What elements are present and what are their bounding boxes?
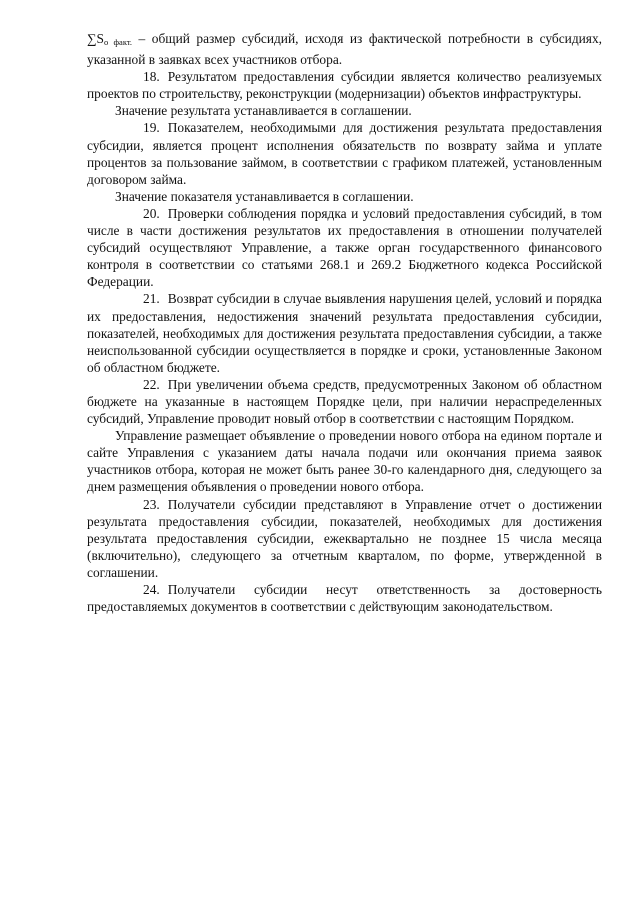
paragraph-text: Проверки соблюдения порядка и условий предоставления субсидий, в том числе в части достижения результатов их предоставления в отношении получателей субсидий осуществляют Управление, а также орган государственного финансового контроля в соответствии со статьями 268.1 и 269.2 Бюджетного кодекса Российской Федерации. — [87, 205, 602, 290]
paragraph-number: 22. — [143, 376, 160, 392]
sum-subscript: о факт. — [104, 37, 133, 47]
paragraph-number: 23. — [143, 496, 160, 512]
formula-definition-text: – общий размер субсидий, исходя из фактической потребности в субсидиях, указанной в заявках всех участников отбора. — [87, 31, 603, 68]
paragraph-text: Получатели субсидии несут ответственность за достоверность предоставляемых документов в соответствии с действующим законодательством. — [87, 582, 602, 615]
paragraph-text: Значение результата устанавливается в соглашении. — [115, 103, 412, 119]
paragraph-number: 24. — [143, 582, 160, 597]
paragraph-24 — [87, 581, 602, 615]
paragraph-text: При увеличении объема средств, предусмотренных Законом об областном бюджете на указанные в настоящем Порядке цели, при наличии нераспределенных субсидий, Управление проводит новый отбор в соответствии с настоящим Порядком. — [87, 376, 602, 427]
paragraph-text: Возврат субсидии в случае выявления нарушения целей, условий и порядка их предоставления, недостижения значений результата предоставления субсидии, показателей, необходимых для достижения результата предоставления субсидии, а также неиспользованной субсидии осуществляется в порядке и сроки, установленные Законом об областном бюджете. — [87, 291, 602, 375]
paragraph-19 — [87, 119, 602, 187]
paragraph-20 — [87, 205, 602, 290]
paragraph-text: Показателем, необходимыми для достижения результата предоставления субсидии, является процент исполнения обязательств по возврату займа и уплате процентов за пользование займом, в соответствии с графиком платежей, установленным договором займа. — [87, 120, 602, 187]
paragraph-text: Значение показателя устанавливается в соглашении. — [115, 188, 414, 204]
paragraph-number: 21. — [143, 291, 160, 307]
paragraph-19-note — [87, 188, 602, 205]
paragraph-18 — [87, 68, 602, 102]
document-page — [87, 30, 602, 615]
paragraph-21 — [87, 290, 602, 375]
sum-symbol: ∑S — [87, 31, 104, 46]
paragraph-22-continuation — [87, 427, 602, 495]
paragraph-number: 20. — [143, 205, 160, 221]
paragraph-text: Управление размещает объявление о проведении нового отбора на едином портале и сайте Управления с указанием даты начала подачи или окончания приема заявок участников отбора, которая не может быть ранее 30-го календарного дня, следующего за днем размещения объявления о проведении нового отбора. — [87, 428, 602, 495]
paragraph-number: 18. — [143, 69, 160, 85]
paragraph-text: Результатом предоставления субсидии является количество реализуемых проектов по строительству, реконструкции (модернизации) объектов инфраструктуры. — [87, 69, 602, 102]
paragraph-number: 19. — [143, 120, 160, 136]
paragraph-22 — [87, 376, 602, 427]
formula-definition — [87, 30, 602, 68]
paragraph-text: Получатели субсидии представляют в Управление отчет о достижении результата предоставления субсидии, показателей, необходимых для достижения результата предоставления субсидии, ежеквартально не позднее 15 числа месяца (включительно), следующего за отчетным кварталом, по форме, утвержденной в соглашении. — [87, 496, 602, 580]
paragraph-18-note — [87, 102, 602, 119]
paragraph-23 — [87, 496, 602, 581]
